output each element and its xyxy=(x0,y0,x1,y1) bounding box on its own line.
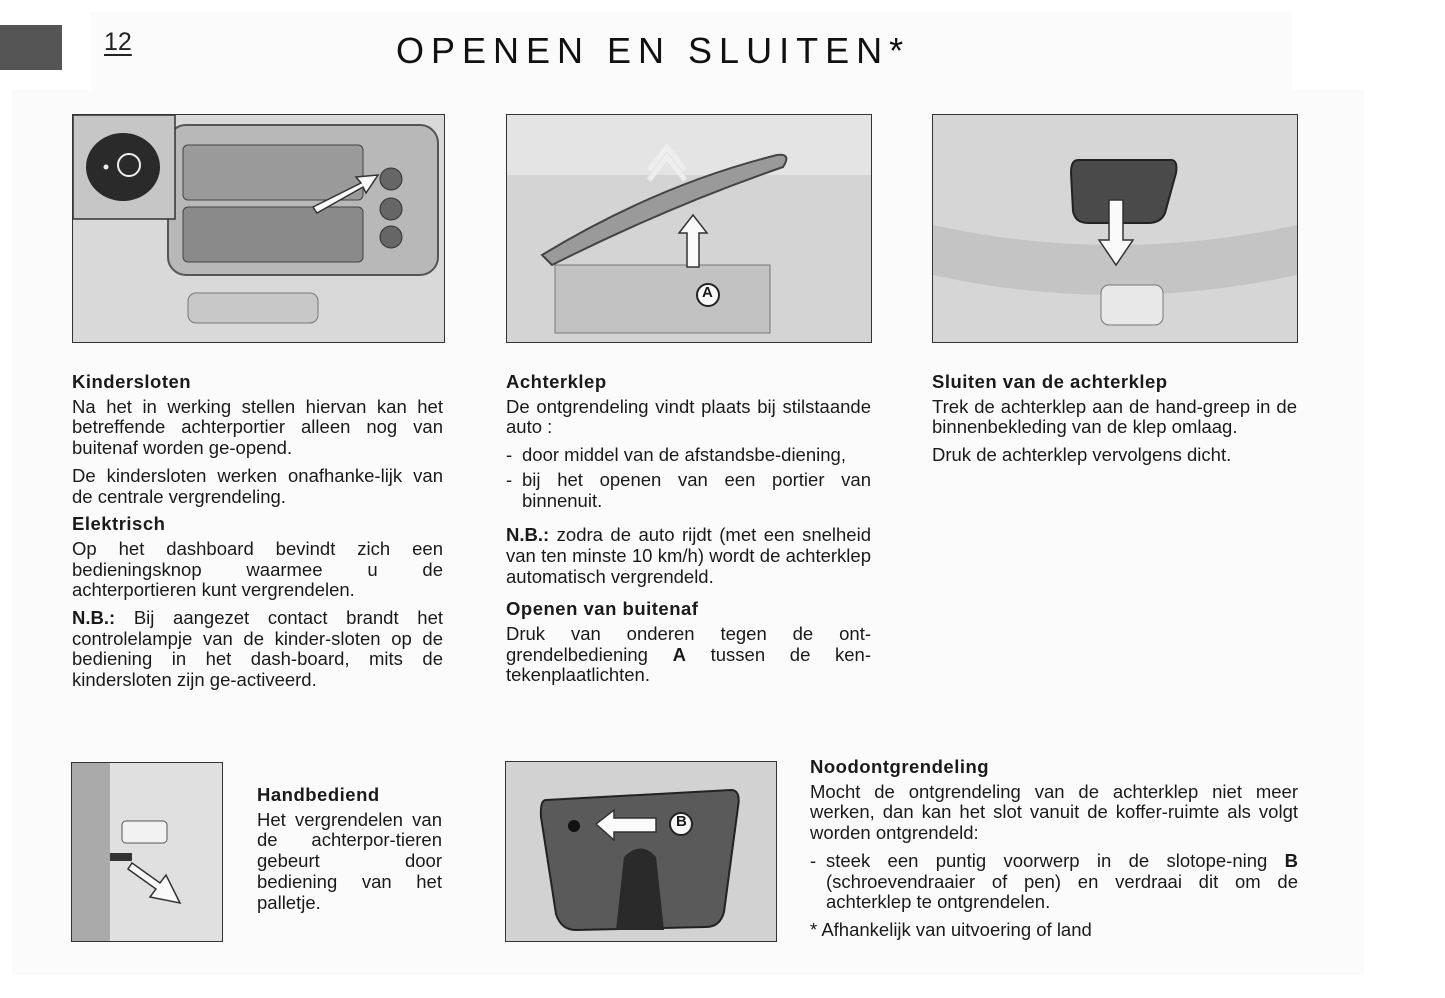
note-label: N.B.: xyxy=(506,524,550,546)
column-manual-child-lock xyxy=(257,785,442,920)
figure-emergency-release xyxy=(505,761,777,942)
unlock-conditions-list xyxy=(506,445,871,511)
column-emergency xyxy=(810,757,1298,948)
figure-manual-child-lock xyxy=(71,762,223,942)
paragraph-open-outside: Druk van onderen tegen de ont-grendelbediening A tussen de ken-tekenplaatlichten. xyxy=(506,623,871,686)
paragraph-unlock-conditions: De ontgrendeling vindt plaats bij stilstaande auto : xyxy=(506,395,871,438)
heading-elektrisch: Elektrisch xyxy=(72,513,166,535)
lock-illustration xyxy=(506,762,776,941)
paragraph-child-lock-independent: De kindersloten werken onafhanke-lijk van de centrale vergrendeling. xyxy=(72,464,443,507)
column-child-locks xyxy=(72,372,443,698)
note-text: Bij aangezet contact brandt het controlelampje van de kinder-sloten op de bediening in het dash-board, mits de kindersloten zijn ge-activeerd. xyxy=(72,607,443,691)
page-number: 12 xyxy=(104,28,132,56)
paragraph-push-closed: Druk de achterklep vervolgens dicht. xyxy=(932,444,1232,466)
callout-label-a: A xyxy=(702,284,713,301)
figure-dashboard-child-lock xyxy=(72,114,445,343)
dashboard-illustration xyxy=(73,115,444,342)
key-b: B xyxy=(1284,849,1298,871)
figure-tailgate-closing xyxy=(932,114,1298,343)
paragraph-manual-lever: Het vergrendelen van de achterpor-tieren gebeurt door bediening van het palletje. xyxy=(257,808,442,913)
key-a: A xyxy=(672,643,686,665)
heading-handbediend: Handbediend xyxy=(257,784,380,805)
paragraph-emergency-intro: Mocht de ontgrendeling van de achterklep niet meer werken, dan kan het slot vanuit de koffer-ruimte als volgt worden ontgrendeld: xyxy=(810,780,1298,844)
footnote: * Afhankelijk van uitvoering of land xyxy=(810,918,1092,940)
emergency-steps-list xyxy=(810,851,1298,913)
paragraph-child-lock-intro: Na het in werking stellen hiervan kan het betreffende achterportier alleen nog van buitenaf worden ge-opend. xyxy=(72,395,443,459)
paragraph-note-auto-lock xyxy=(506,525,871,587)
tailgate-illustration xyxy=(507,115,871,342)
paragraph-note-indicator xyxy=(72,608,443,691)
paragraph-dashboard-button: Op het dashboard bevindt zich een bedieningsknop waarmee u de achterportieren kunt vergrendelen. xyxy=(72,537,443,601)
tailgate-closing-illustration xyxy=(933,115,1297,342)
list-item: - bij het openen van een portier van binnenuit. xyxy=(506,470,871,511)
heading-sluiten: Sluiten van de achterklep xyxy=(932,371,1168,392)
heading-achterklep: Achterklep xyxy=(506,371,607,392)
column-tailgate xyxy=(506,372,871,693)
list-item: - door middel van de afstandsbe-diening, xyxy=(506,445,871,466)
column-closing xyxy=(932,372,1297,473)
note-text: zodra de auto rijdt (met een snelheid van ten minste 10 km/h) wordt de achterklep automatisch vergrendeld. xyxy=(506,524,871,587)
heading-openen-van-buitenaf: Openen van buitenaf xyxy=(506,598,699,620)
section-tab-marker xyxy=(0,25,62,70)
figure-tailgate-opening xyxy=(506,114,872,343)
heading-kindersloten: Kindersloten xyxy=(72,371,192,392)
page-title: OPENEN EN SLUITEN* xyxy=(396,30,911,71)
paragraph-pull-handle: Trek de achterklep aan de hand-greep in de binnenbekleding van de klep omlaag. xyxy=(932,395,1297,438)
callout-label-b: B xyxy=(676,813,687,830)
heading-noodontgrendeling: Noodontgrendeling xyxy=(810,756,990,777)
note-label: N.B.: xyxy=(72,607,116,629)
list-item: - steek een puntig voorwerp in de slotope-ning B (schroevendraaier of pen) en verdraai dit om de achterklep te ontgrendelen. xyxy=(810,851,1298,913)
door-lever-illustration xyxy=(72,763,222,941)
